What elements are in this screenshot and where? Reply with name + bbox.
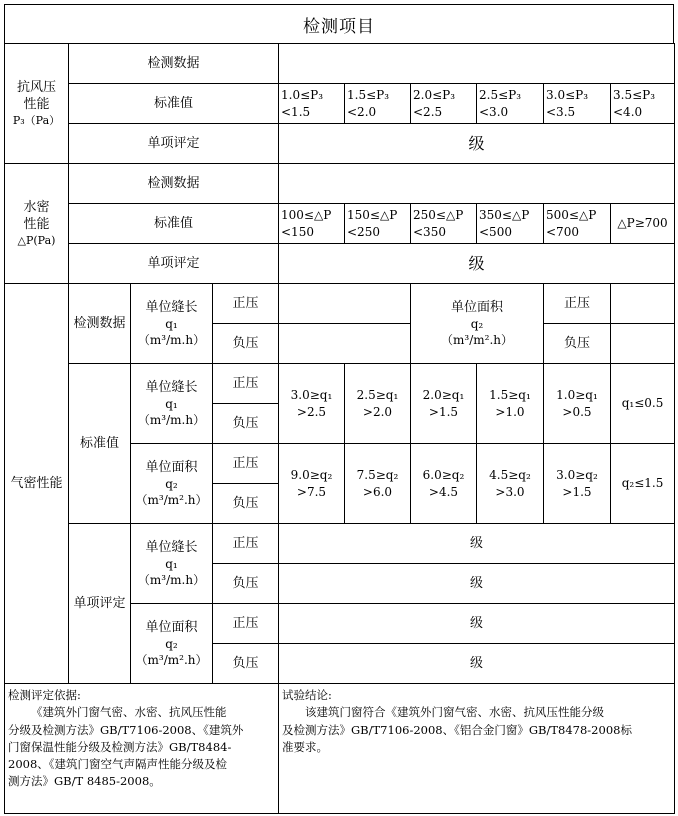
basis-title: 检测评定依据: [8, 688, 81, 702]
air-measured-q1-negative-label: 负压 [213, 324, 279, 364]
water-standard-cell: 500≤△P <700 [544, 204, 611, 244]
air-measured-q1-negative-value[interactable] [279, 324, 411, 364]
air-q2-standard-cell: 7.5≥q₂ >6.0 [345, 444, 411, 524]
wind-standard-cell: 2.0≤P₃ <2.5 [411, 84, 477, 124]
air-rating-q1-negative-label: 负压 [213, 564, 279, 604]
air-measured-q1-positive-value[interactable] [279, 284, 411, 324]
air-q2-standard-cell: 9.0≥q₂ >7.5 [279, 444, 345, 524]
conclusion-block: 试验结论: 该建筑门窗符合《建筑外门窗气密、水密、抗风压性能分级 及检测方法》GB/T7106-2008、《铝合金门窗》GB/T8478-2008标 准要求。 [279, 684, 675, 814]
water-standard-label: 标准值 [69, 204, 279, 244]
air-measured-label: 检测数据 [69, 284, 131, 364]
wind-standard-cell: 1.0≤P₃ <1.5 [279, 84, 345, 124]
air-q1-standard-cell: 2.0≥q₁ >1.5 [411, 364, 477, 444]
air-rating-q2-negative-label: 负压 [213, 644, 279, 684]
wind-standard-cell: 3.0≤P₃ <3.5 [544, 84, 611, 124]
air-measured-q2-positive-label: 正压 [544, 284, 611, 324]
air-rating-q1-positive-value[interactable]: 级 [279, 524, 675, 564]
wind-rating-value[interactable]: 级 [279, 124, 675, 164]
air-q2-standard-cell: 4.5≥q₂ >3.0 [477, 444, 544, 524]
air-q1-standard-cell: 3.0≥q₁ >2.5 [279, 364, 345, 444]
air-measured-q1-label: 单位缝长 q₁ （m³/m.h） [131, 284, 213, 364]
air-q2-standard-cell: 3.0≥q₂ >1.5 [544, 444, 611, 524]
air-standard-q1-negative-label: 负压 [213, 404, 279, 444]
wind-section-label: 抗风压 性能 P₃（Pa） [5, 44, 69, 164]
air-q1-standard-cell: q₁≤0.5 [611, 364, 675, 444]
air-rating-q1-negative-value[interactable]: 级 [279, 564, 675, 604]
air-rating-q1-positive-label: 正压 [213, 524, 279, 564]
water-rating-value[interactable]: 级 [279, 244, 675, 284]
water-rating-label: 单项评定 [69, 244, 279, 284]
water-standard-cell: 250≤△P <350 [411, 204, 477, 244]
air-standard-q2-negative-label: 负压 [213, 484, 279, 524]
air-rating-q2-label: 单位面积 q₂ （m³/m².h） [131, 604, 213, 684]
wind-rating-label: 单项评定 [69, 124, 279, 164]
wind-measured-label: 检测数据 [69, 44, 279, 84]
air-section-label: 气密性能 [5, 284, 69, 684]
wind-standard-cell: 1.5≤P₃ <2.0 [345, 84, 411, 124]
air-rating-label: 单项评定 [69, 524, 131, 684]
wind-standard-cell: 3.5≤P₃ <4.0 [611, 84, 675, 124]
water-measured-label: 检测数据 [69, 164, 279, 204]
air-measured-q1-positive-label: 正压 [213, 284, 279, 324]
air-rating-q2-positive-label: 正压 [213, 604, 279, 644]
water-standard-cell: 350≤△P <500 [477, 204, 544, 244]
page-title: 检测项目 [4, 4, 674, 44]
wind-standard-cell: 2.5≤P₃ <3.0 [477, 84, 544, 124]
water-standard-cell: △P≥700 [611, 204, 675, 244]
air-q1-standard-cell: 1.5≥q₁ >1.0 [477, 364, 544, 444]
water-measured-value[interactable] [279, 164, 675, 204]
water-section-label: 水密 性能 △P(Pa) [5, 164, 69, 284]
air-measured-q2-label: 单位面积 q₂ （m³/m².h） [411, 284, 544, 364]
air-standard-q2-positive-label: 正压 [213, 444, 279, 484]
air-q1-standard-cell: 1.0≥q₁ >0.5 [544, 364, 611, 444]
air-standard-q1-positive-label: 正压 [213, 364, 279, 404]
air-q2-standard-cell: 6.0≥q₂ >4.5 [411, 444, 477, 524]
air-q2-standard-cell: q₂≤1.5 [611, 444, 675, 524]
air-rating-q2-positive-value[interactable]: 级 [279, 604, 675, 644]
air-rating-q1-label: 单位缝长 q₁ （m³/m.h） [131, 524, 213, 604]
water-standard-cell: 150≤△P <250 [345, 204, 411, 244]
inspection-table [4, 43, 675, 814]
air-standard-label: 标准值 [69, 364, 131, 524]
wind-standard-label: 标准值 [69, 84, 279, 124]
air-rating-q2-negative-value[interactable]: 级 [279, 644, 675, 684]
air-measured-q2-negative-value[interactable] [611, 324, 675, 364]
air-standard-q2-label: 单位面积 q₂ （m³/m².h） [131, 444, 213, 524]
air-measured-q2-positive-value[interactable] [611, 284, 675, 324]
air-measured-q2-negative-label: 负压 [544, 324, 611, 364]
air-standard-q1-label: 单位缝长 q₁ （m³/m.h） [131, 364, 213, 444]
conclusion-title: 试验结论: [282, 688, 332, 702]
air-q1-standard-cell: 2.5≥q₁ >2.0 [345, 364, 411, 444]
basis-block: 检测评定依据: 《建筑外门窗气密、水密、抗风压性能 分级及检测方法》GB/T7106-2008、《建筑外 门窗保温性能分级及检测方法》GB/T8484- 2008、《建筑门窗空气声隔声性能分级及检 测方法》GB/T 8485-2008。 [5, 684, 279, 814]
wind-measured-value[interactable] [279, 44, 675, 84]
water-standard-cell: 100≤△P <150 [279, 204, 345, 244]
